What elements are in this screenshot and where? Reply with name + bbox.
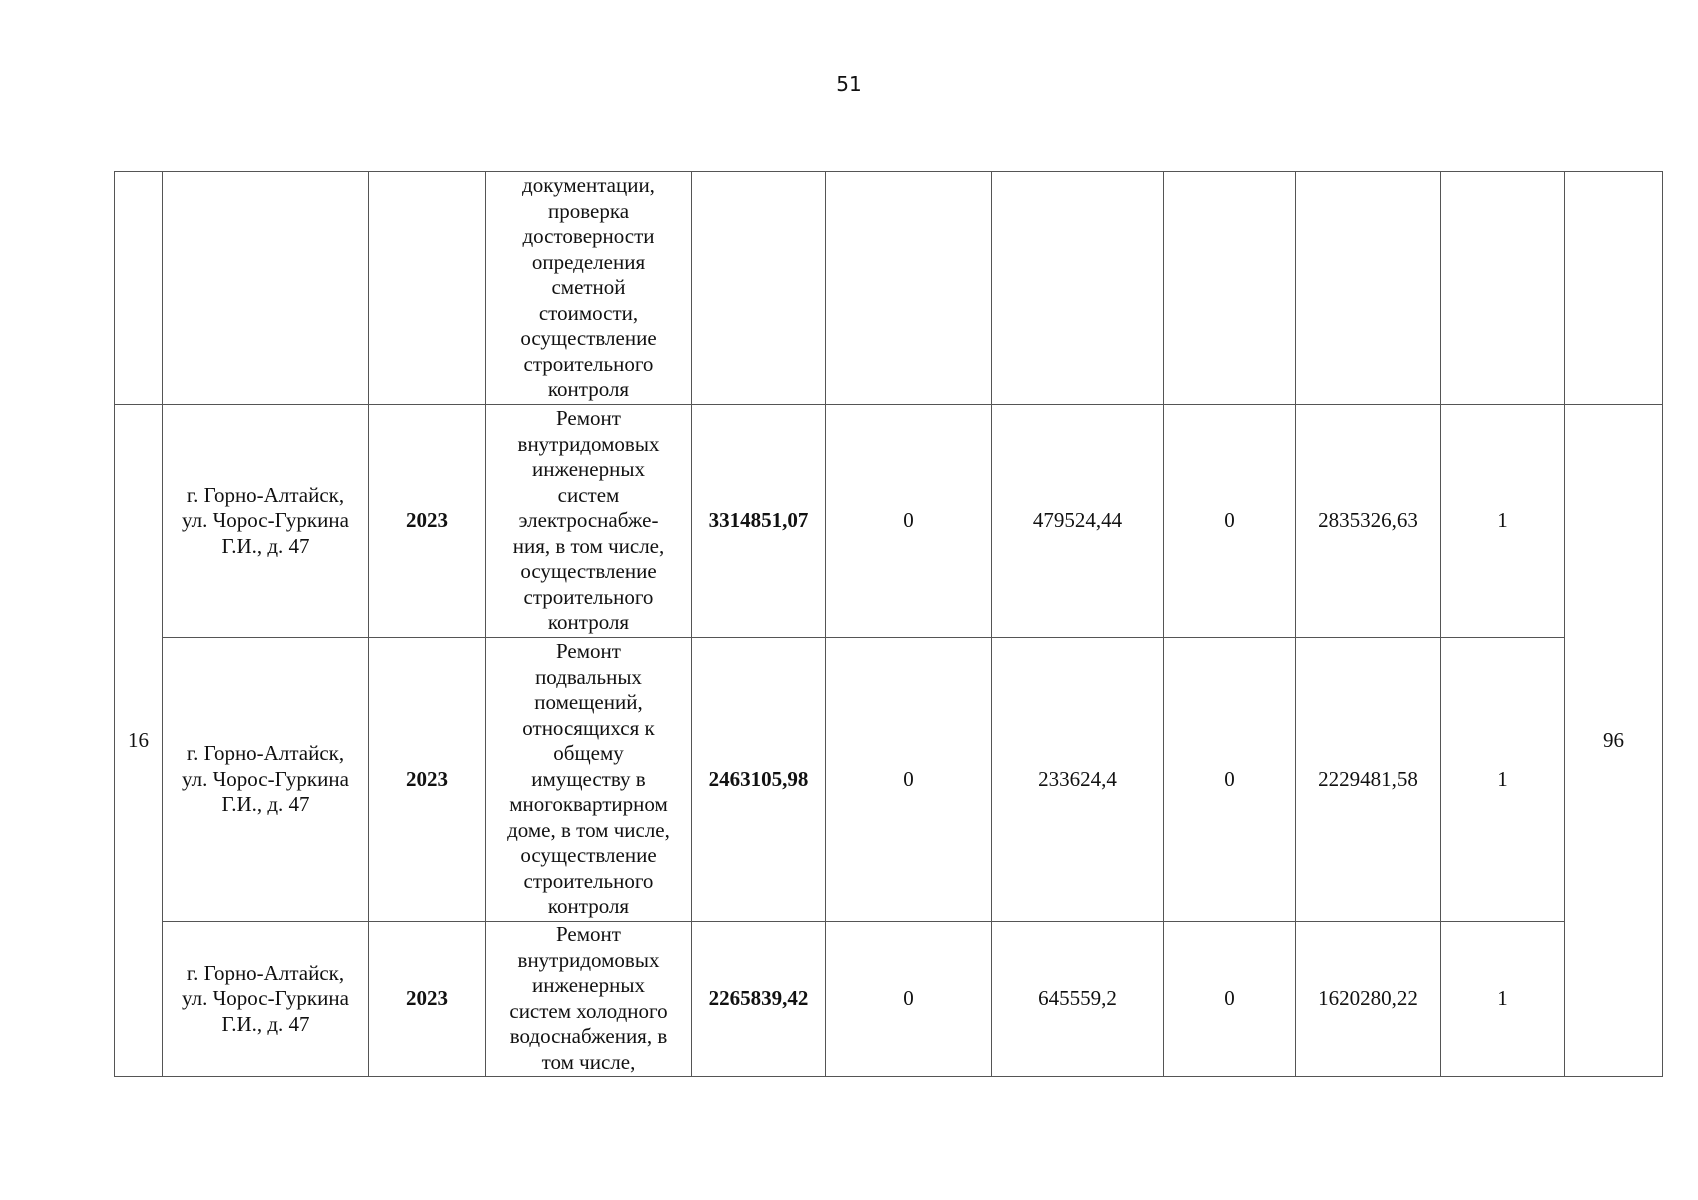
cell-c4: 2229481,58 [1296,638,1441,922]
cell-c3: 0 [1164,922,1296,1077]
cell-c4: 2835326,63 [1296,405,1441,638]
cell-work-type [486,638,692,922]
cell-c4: 1620280,22 [1296,922,1441,1077]
cell-work-type [486,405,692,638]
address-text: г. Горно-Алтайск, ул. Чорос-Гуркина Г.И., д. 47 [182,960,349,1036]
cell-last: 96 [1565,405,1663,1077]
cell-c1 [826,172,992,405]
cell-work-type [486,922,692,1077]
table-row [115,638,1663,922]
cell-year [369,172,486,405]
cell-address [163,922,369,1077]
cell-address [163,172,369,405]
cell-c5: 1 [1441,405,1565,638]
page-number: 51 [836,72,862,96]
cell-last [1565,172,1663,405]
cell-c1: 0 [826,638,992,922]
cell-c2: 479524,44 [992,405,1164,638]
cell-address [163,405,369,638]
cell-c1: 0 [826,922,992,1077]
cell-c1: 0 [826,405,992,638]
cell-c3: 0 [1164,638,1296,922]
cell-c5 [1441,172,1565,405]
cell-c2: 233624,4 [992,638,1164,922]
cell-c2 [992,172,1164,405]
cell-year: 2023 [369,922,486,1077]
cell-c3 [1164,172,1296,405]
work-type-text: Ремонт внутридомовых инженерных систем холодного водоснабжения, в том числе, [509,922,668,1074]
cell-number [115,172,163,405]
address-text: г. Горно-Алтайск, ул. Чорос-Гуркина Г.И., д. 47 [182,741,349,817]
cell-year: 2023 [369,638,486,922]
cell-c5: 1 [1441,922,1565,1077]
work-type-text: Ремонт внутридомовых инженерных систем электроснабже- ния, в том числе, осуществление строительного контроля [512,406,665,635]
table-row-continuation [115,172,1663,405]
cell-total: 3314851,07 [692,405,826,638]
cell-c5: 1 [1441,638,1565,922]
cell-total [692,172,826,405]
work-type-text: документации, проверка достоверности определения сметной стоимости, осуществление строительного контроля [520,173,657,402]
cell-year: 2023 [369,405,486,638]
work-type-text: Ремонт подвальных помещений, относящихся к общему имуществу в многоквартирном доме, в том числе, осуществление строительного контроля [507,639,670,919]
cell-number: 16 [115,405,163,1077]
cell-address [163,638,369,922]
cell-total: 2463105,98 [692,638,826,922]
address-text: г. Горно-Алтайск, ул. Чорос-Гуркина Г.И., д. 47 [182,482,349,558]
cell-c4 [1296,172,1441,405]
cell-c2: 645559,2 [992,922,1164,1077]
cell-total: 2265839,42 [692,922,826,1077]
table-row [115,922,1663,1077]
cell-c3: 0 [1164,405,1296,638]
repair-program-table [114,171,1663,1077]
table-row [115,405,1663,638]
cell-work-type [486,172,692,405]
